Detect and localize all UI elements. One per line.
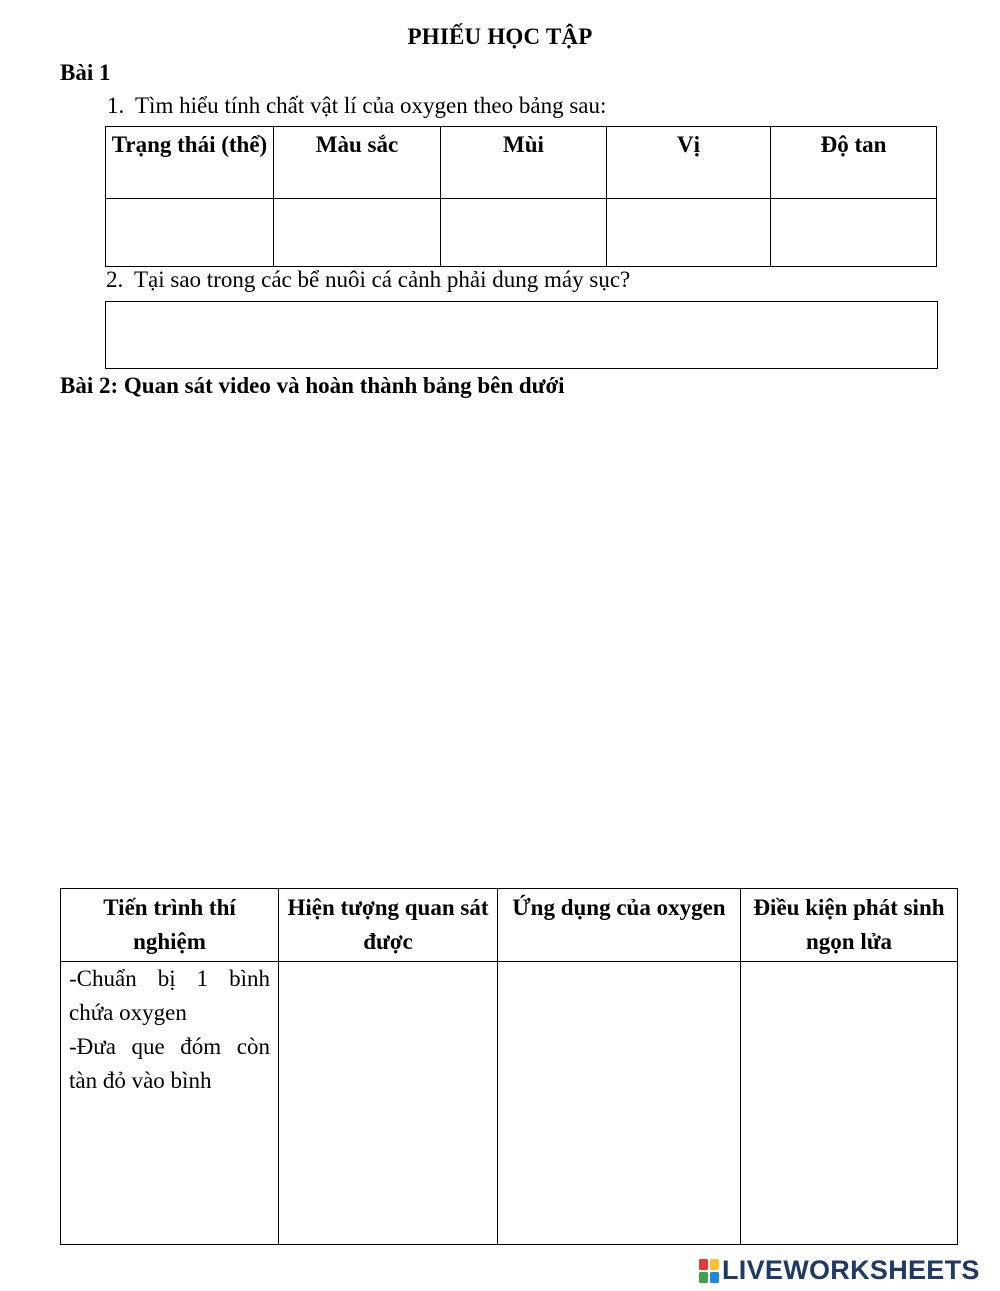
fire-condition-answer-cell[interactable] bbox=[741, 962, 958, 1245]
header-observation: Hiện tượng quan sát được bbox=[279, 889, 498, 962]
header-procedure: Tiến trình thí nghiệm bbox=[61, 889, 279, 962]
header-color: Màu sắc bbox=[274, 127, 441, 199]
question-2 bbox=[106, 267, 630, 293]
exercise-2-heading: Bài 2: Quan sát video và hoàn thành bảng bên dưới bbox=[60, 373, 565, 398]
answer-cell-smell[interactable] bbox=[441, 199, 607, 267]
page-title: PHIẾU HỌC TẬP bbox=[407, 24, 593, 49]
experiment-header-row bbox=[61, 889, 958, 962]
header-solubility: Độ tan bbox=[771, 127, 937, 199]
header-smell: Mùi bbox=[441, 127, 607, 199]
answer-cell-color[interactable] bbox=[274, 199, 441, 267]
liveworksheets-logo-text: LIVEWORKSHEETS bbox=[722, 1255, 980, 1285]
question-2-answer-box[interactable] bbox=[105, 301, 938, 369]
procedure-step: -Chuẩn bị 1 bình chứa oxygen bbox=[69, 966, 270, 1025]
header-application: Ứng dụng của oxygen bbox=[498, 889, 741, 962]
question-2-text: Tại sao trong các bể nuôi cá cảnh phải dung máy sục? bbox=[134, 267, 631, 292]
properties-table bbox=[105, 126, 937, 267]
answer-cell-solubility[interactable] bbox=[771, 199, 937, 267]
question-2-number: 2. bbox=[106, 267, 124, 292]
procedure-cell bbox=[61, 962, 279, 1245]
properties-answer-row bbox=[106, 199, 937, 267]
header-state: Trạng thái (thể) bbox=[106, 127, 274, 199]
experiment-row bbox=[61, 962, 958, 1245]
experiment-table bbox=[60, 888, 958, 1245]
question-1-text: Tìm hiểu tính chất vật lí của oxygen theo bảng sau: bbox=[135, 93, 607, 118]
liveworksheets-logo bbox=[698, 1255, 980, 1286]
observation-answer-cell[interactable] bbox=[279, 962, 498, 1245]
answer-cell-taste[interactable] bbox=[607, 199, 771, 267]
properties-header-row bbox=[106, 127, 937, 199]
exercise-1-heading: Bài 1 bbox=[60, 60, 111, 85]
application-answer-cell[interactable] bbox=[498, 962, 741, 1245]
liveworksheets-logo-icon bbox=[698, 1258, 720, 1284]
question-1-number: 1. bbox=[107, 93, 125, 118]
question-1 bbox=[107, 93, 606, 119]
answer-cell-state[interactable] bbox=[106, 199, 274, 267]
header-fire-condition: Điều kiện phát sinh ngọn lửa bbox=[741, 889, 958, 962]
procedure-step: -Đưa que đóm còn tàn đỏ vào bình bbox=[69, 1034, 270, 1093]
header-taste: Vị bbox=[607, 127, 771, 199]
